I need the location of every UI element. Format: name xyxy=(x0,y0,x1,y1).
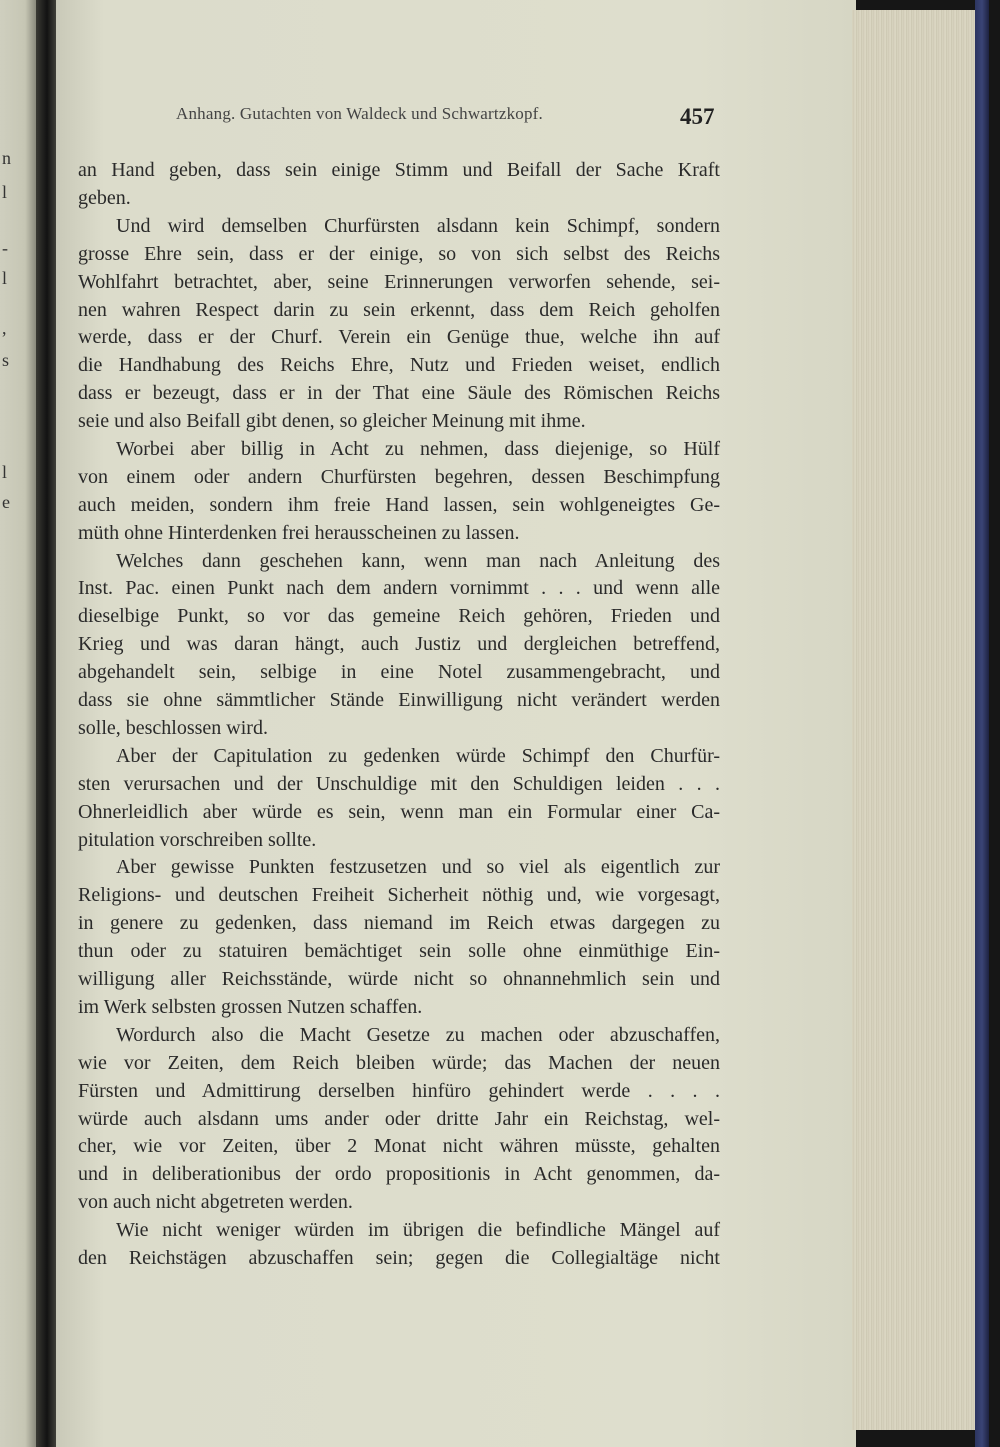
text-line-content: Wie nicht weniger würden im übrigen die befindliche Mängel auf xyxy=(116,1219,720,1241)
text-line-content: thun oder zu statuiren bemächtiget sein solle ohne einmüthige Ein- xyxy=(78,940,720,962)
text-line xyxy=(78,604,720,628)
running-header: Anhang. Gutachten von Waldeck und Schwartzkopf. xyxy=(176,104,543,123)
book-cover-edge xyxy=(975,0,989,1447)
text-line-content: grosse Ehre sein, dass er der einige, so von sich selbst des Reichs xyxy=(78,243,720,265)
text-line xyxy=(78,855,720,879)
text-line xyxy=(78,772,720,796)
text-line xyxy=(78,688,720,712)
text-line-content: auch meiden, sondern ihm freie Hand lassen, sein wohlgeneigtes Ge- xyxy=(78,494,720,516)
left-page-edge xyxy=(0,0,36,1447)
left-page-text-fragment: n xyxy=(2,148,11,168)
text-line-content: Worbei aber billig in Acht zu nehmen, dass diejenige, so Hülf xyxy=(116,438,720,460)
text-line xyxy=(78,298,720,322)
text-line-content: den Reichstägen abzuschaffen sein; gegen die Collegialtäge nicht xyxy=(78,1247,720,1269)
text-line-content: Krieg und was daran hängt, auch Justiz und dergleichen betreffend, xyxy=(78,633,720,655)
left-page-text-fragment: s xyxy=(2,350,10,370)
text-line-content: Wohlfahrt betrachtet, aber, seine Erinnerungen verworfen sehende, sei- xyxy=(78,271,720,293)
text-line-content: willigung aller Reichsstände, würde nicht so ohnannehmlich sein und xyxy=(78,968,720,990)
text-line xyxy=(78,465,720,489)
text-line xyxy=(78,242,720,266)
text-line-content: pitulation vorschreiben sollte. xyxy=(78,829,317,851)
text-line-content: dieselbige Punkt, so vor das gemeine Reich gehören, Frieden und xyxy=(78,605,720,627)
text-line-content: von auch nicht abgetreten werden. xyxy=(78,1191,353,1213)
text-line xyxy=(78,1023,720,1047)
text-line-content: an Hand geben, dass sein einige Stimm und Beifall der Sache Kraft xyxy=(78,159,720,181)
left-page-text-fragment: l xyxy=(2,462,8,482)
text-line-content: geben. xyxy=(78,187,131,209)
book-gutter xyxy=(36,0,58,1447)
text-line xyxy=(78,828,720,852)
left-page-text-fragment: l xyxy=(2,268,8,288)
page-stack-edges xyxy=(852,10,976,1430)
text-line-content: dass sie ohne sämmtlicher Stände Einwilligung nicht verändert werden xyxy=(78,689,720,711)
text-line xyxy=(78,270,720,294)
text-line xyxy=(78,1051,720,1075)
text-line-content: müth ohne Hinterdenken frei herausscheinen zu lassen. xyxy=(78,522,520,544)
text-line-content: von einem oder andern Churfürsten begehren, dessen Beschimpfung xyxy=(78,466,720,488)
text-line xyxy=(78,1134,720,1158)
text-line-content: Und wird demselben Churfürsten alsdann kein Schimpf, sondern xyxy=(116,215,720,237)
left-page-text-fragment: e xyxy=(2,492,10,512)
text-line xyxy=(78,353,720,377)
text-line xyxy=(78,911,720,935)
text-line xyxy=(78,660,720,684)
text-line-content: im Werk selbsten grossen Nutzen schaffen. xyxy=(78,996,423,1018)
text-line-content: solle, beschlossen wird. xyxy=(78,717,268,739)
text-line xyxy=(78,521,720,545)
text-line xyxy=(78,939,720,963)
text-line xyxy=(78,549,720,573)
text-line xyxy=(78,493,720,517)
left-page-text-fragment: , xyxy=(2,318,7,338)
page-number: 457 xyxy=(680,104,715,129)
text-line-content: Aber der Capitulation zu gedenken würde Schimpf den Churfür- xyxy=(116,745,720,767)
left-page-text-fragment: l xyxy=(2,182,8,202)
text-line-content: Religions- und deutschen Freiheit Sicherheit nöthig und, wie vorgesagt, xyxy=(78,884,720,906)
text-line-content: wie vor Zeiten, dem Reich bleiben würde; das Machen der neuen xyxy=(78,1052,720,1074)
text-line-content: dass er bezeugt, dass er in der That eine Säule des Römischen Reichs xyxy=(78,382,720,404)
text-line xyxy=(78,716,720,740)
text-line xyxy=(78,800,720,824)
text-line xyxy=(78,1162,720,1186)
text-line-content: in genere zu gedenken, dass niemand im Reich etwas dargegen zu xyxy=(78,912,720,934)
text-line xyxy=(78,1107,720,1131)
text-line-content: Welches dann geschehen kann, wenn man nach Anleitung des xyxy=(116,550,720,572)
text-line-content: würde auch alsdann ums ander oder dritte Jahr ein Reichstag, wel- xyxy=(78,1108,720,1130)
text-line xyxy=(78,437,720,461)
text-line-content: Fürsten und Admittirung derselben hinfüro gehindert werde . . . . xyxy=(78,1080,720,1102)
text-line-content: und in deliberationibus der ordo propositionis in Acht genommen, da- xyxy=(78,1163,720,1185)
text-line-content: Aber gewisse Punkten festzusetzen und so viel als eigentlich zur xyxy=(116,856,720,878)
text-line xyxy=(78,158,720,182)
text-line xyxy=(78,381,720,405)
text-line-content: sten verursachen und der Unschuldige mit den Schuldigen leiden . . . xyxy=(78,773,720,795)
text-line-content: werde, dass er der Churf. Verein ein Genüge thue, welche ihn auf xyxy=(78,326,720,348)
text-line xyxy=(78,883,720,907)
left-page-text-fragment: - xyxy=(2,238,8,258)
text-line-content: seie und also Beifall gibt denen, so gleicher Meinung mit ihme. xyxy=(78,410,586,432)
text-line xyxy=(78,1218,720,1242)
text-line-content: nen wahren Respect darin zu sein erkennt, dass dem Reich geholfen xyxy=(78,299,720,321)
text-line-content: Inst. Pac. einen Punkt nach dem andern vornimmt . . . und wenn alle xyxy=(78,577,720,599)
text-line xyxy=(78,1246,720,1270)
text-line xyxy=(78,576,720,600)
text-line xyxy=(78,995,720,1019)
text-line xyxy=(78,186,720,210)
text-line xyxy=(78,744,720,768)
text-line xyxy=(78,632,720,656)
text-line xyxy=(78,409,720,433)
text-line-content: cher, wie vor Zeiten, über 2 Monat nicht währen müsste, gehalten xyxy=(78,1135,720,1157)
text-line-content: Ohnerleidlich aber würde es sein, wenn man ein Formular einer Ca- xyxy=(78,801,720,823)
text-line xyxy=(78,1079,720,1103)
text-line xyxy=(78,325,720,349)
text-line xyxy=(78,967,720,991)
text-line-content: Wordurch also die Macht Gesetze zu machen oder abzuschaffen, xyxy=(116,1024,720,1046)
text-line xyxy=(78,214,720,238)
text-line-content: die Handhabung des Reichs Ehre, Nutz und Frieden weiset, endlich xyxy=(78,354,720,376)
text-line-content: abgehandelt sein, selbige in eine Notel zusammengebracht, und xyxy=(78,661,720,683)
text-line xyxy=(78,1190,720,1214)
